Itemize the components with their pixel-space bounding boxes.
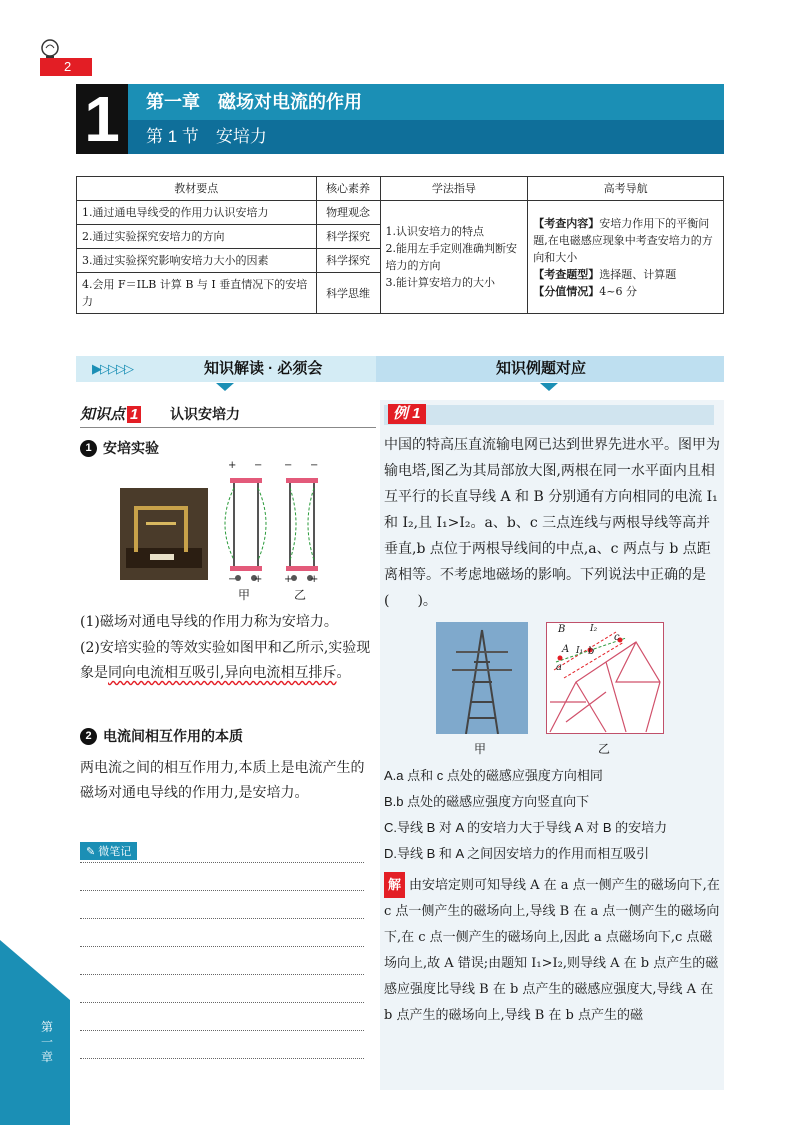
- paragraph: [80, 636, 376, 686]
- figure-label-yi: 乙: [598, 742, 611, 756]
- note-line: [80, 946, 364, 947]
- highlight-phenomenon: 同向电流相互吸引,异向电流相互排斥: [108, 665, 337, 681]
- table-cell-point: 1.通过通电导线受的作用力认识安培力: [77, 201, 317, 225]
- guide-table: [76, 176, 724, 314]
- figure-label-jia: 甲: [474, 742, 487, 756]
- note-line: [80, 1058, 364, 1059]
- page-number: 2: [40, 58, 92, 76]
- option-a: A.a 点和 c 点处的磁感应强度方向相同: [384, 768, 603, 783]
- label-a: a: [556, 662, 562, 673]
- p2-prefix: (2)安培实验的等效实验如图甲和乙所示,: [80, 640, 329, 656]
- method-item: 3.能计算安培力的大小: [385, 276, 496, 289]
- down-arrow-icon: [216, 383, 234, 391]
- subsection-number: 2: [80, 728, 97, 745]
- parallel-wires-diagram: [216, 460, 326, 590]
- transmission-tower-photo: [436, 622, 528, 734]
- figure-label-jia: 甲: [238, 588, 251, 602]
- polarity-minus: −: [310, 460, 319, 471]
- table-cell-method: [380, 201, 528, 314]
- table-cell-nav: [528, 201, 724, 314]
- method-item: 1.认识安培力的特点: [385, 225, 485, 238]
- knowledge-point-title: 认识安培力: [170, 406, 240, 422]
- figure-label-yi: 乙: [294, 588, 307, 602]
- solution-tag: 解: [384, 872, 405, 898]
- subsection-1: [80, 438, 159, 458]
- option-d: D.导线 B 和 A 之间因安培力的作用而相互吸引: [384, 846, 650, 861]
- table-cell-point: 3.通过实验探究影响安培力大小的因素: [77, 249, 317, 273]
- label-I1: I₁: [576, 646, 584, 656]
- table-cell-literacy: 科学思维: [316, 273, 380, 314]
- label-c: c: [614, 632, 620, 643]
- band-left-title: 知识解读 · 必须会: [204, 360, 323, 377]
- option-b: B.b 点处的磁感应强度方向竖直向下: [384, 794, 590, 809]
- paragraph: 两电流之间的相互作用力,本质上是电流产生的磁场对通电导线的作用力,是安培力。: [80, 760, 365, 801]
- band-right-title: 知识例题对应: [496, 360, 587, 377]
- note-line: [80, 890, 364, 891]
- note-line: [80, 862, 364, 863]
- col-header-points: 教材要点: [77, 177, 317, 201]
- option-c: C.导线 B 对 A 的安培力大于导线 A 对 B 的安培力: [384, 820, 668, 835]
- polarity-minus: −: [284, 460, 293, 471]
- side-tab-label: 第一章: [40, 1020, 53, 1064]
- nav-tag: 【考查内容】: [533, 216, 600, 230]
- col-header-literacy: 核心素养: [316, 177, 380, 201]
- polarity-plus: +: [254, 574, 263, 585]
- nav-text: 选择题、计算题: [599, 267, 677, 281]
- note-line: [80, 974, 364, 975]
- side-tab: [0, 940, 70, 1125]
- chapter-number: 1: [76, 84, 128, 154]
- tower-detail-diagram: [546, 622, 664, 734]
- example-question: 中国的特高压直流输电网已达到世界先进水平。图甲为输电塔,图乙为其局部放大图,两根在同一水平面内且相互平行的长直导线 A 和 B 分别通有方向相同的电流 I₁ 和 I₂,且 I₁>I₂。a、b、c 三点连线与两根导线等高并垂直,b 点位于两根导线间的中点,a、c 两点与 b 点距离相等。不考虑地磁场的影响。下列说法中正确的是( )。: [384, 437, 720, 609]
- micro-note-tag: ✎ 微笔记: [80, 842, 137, 860]
- example-header-bar: [384, 405, 714, 425]
- table-cell-literacy: 科学探究: [316, 249, 380, 273]
- p2-end: 。: [336, 665, 351, 681]
- col-header-method: 学法指导: [380, 177, 528, 201]
- solution-text: 由安培定则可知导线 A 在 a 点一侧产生的磁场向下,在 c 点一侧产生的磁场向上,导线 B 在 a 点一侧产生的磁场向下,在 c 点一侧产生的磁场向上,因此 a 点磁场向下,c 点磁场向上,故 A 错误;由题知 I₁>I₂,则导线 A 在 b 点产生的磁感应强度比导线 B 在 b 点产生的磁感应强度大,导线 A 在 b 点产生的磁场向上,导线 B 在 b 点产生的磁: [384, 878, 720, 1023]
- nav-text: 4~6 分: [599, 284, 638, 298]
- chapter-title: 第一章 磁场对电流的作用: [128, 84, 724, 120]
- example-label: 例 1: [388, 404, 426, 424]
- subsection-2: [80, 726, 243, 746]
- nav-tag: 【分值情况】: [533, 284, 600, 298]
- ampere-apparatus-photo: [120, 488, 208, 580]
- p2-phen: 实验现象是: [80, 640, 371, 681]
- note-line: [80, 1002, 364, 1003]
- label-B: B: [558, 624, 566, 635]
- note-line: [80, 1030, 364, 1031]
- label-I2: I₂: [590, 624, 598, 634]
- label-b: b: [588, 646, 595, 657]
- nav-text: 安培力作用下的平衡问题,在电磁感应现象中考查安培力的方向和大小: [533, 216, 713, 264]
- down-arrow-icon: [540, 383, 558, 391]
- knowledge-point-label: [80, 403, 143, 424]
- col-header-nav: 高考导航: [528, 177, 724, 201]
- table-cell-literacy: 物理观念: [316, 201, 380, 225]
- subsection-title: 安培实验: [103, 440, 159, 456]
- arrow-decoration: ▶▷▷▷▷: [92, 362, 132, 377]
- note-line: [80, 918, 364, 919]
- table-cell-point: 4.会用 F＝ILB 计算 B 与 I 垂直情况下的安培力: [77, 273, 317, 314]
- table-cell-literacy: 科学探究: [316, 225, 380, 249]
- paragraph: (1)磁场对通电导线的作用力称为安培力。: [80, 614, 338, 630]
- polarity-plus: +: [284, 574, 293, 585]
- label-A: A: [562, 644, 570, 655]
- nav-tag: 【考查题型】: [533, 267, 600, 281]
- polarity-plus: +: [310, 574, 319, 585]
- section-title: 第 1 节 安培力: [128, 120, 724, 154]
- table-cell-point: 2.通过实验探究安培力的方向: [77, 225, 317, 249]
- kp-number: 1: [127, 406, 141, 423]
- divider: [80, 427, 376, 428]
- polarity-plus: +: [228, 460, 237, 471]
- solution: [384, 872, 720, 1029]
- polarity-minus: −: [254, 460, 263, 471]
- polarity-minus: −: [228, 574, 237, 585]
- micro-note-label: 微笔记: [98, 846, 132, 858]
- method-item: 2.能用左手定则准确判断安培力的方向: [385, 242, 518, 272]
- subsection-title: 电流间相互作用的本质: [103, 728, 243, 744]
- kp-label-text: 知识点: [80, 406, 126, 423]
- subsection-number: 1: [80, 440, 97, 457]
